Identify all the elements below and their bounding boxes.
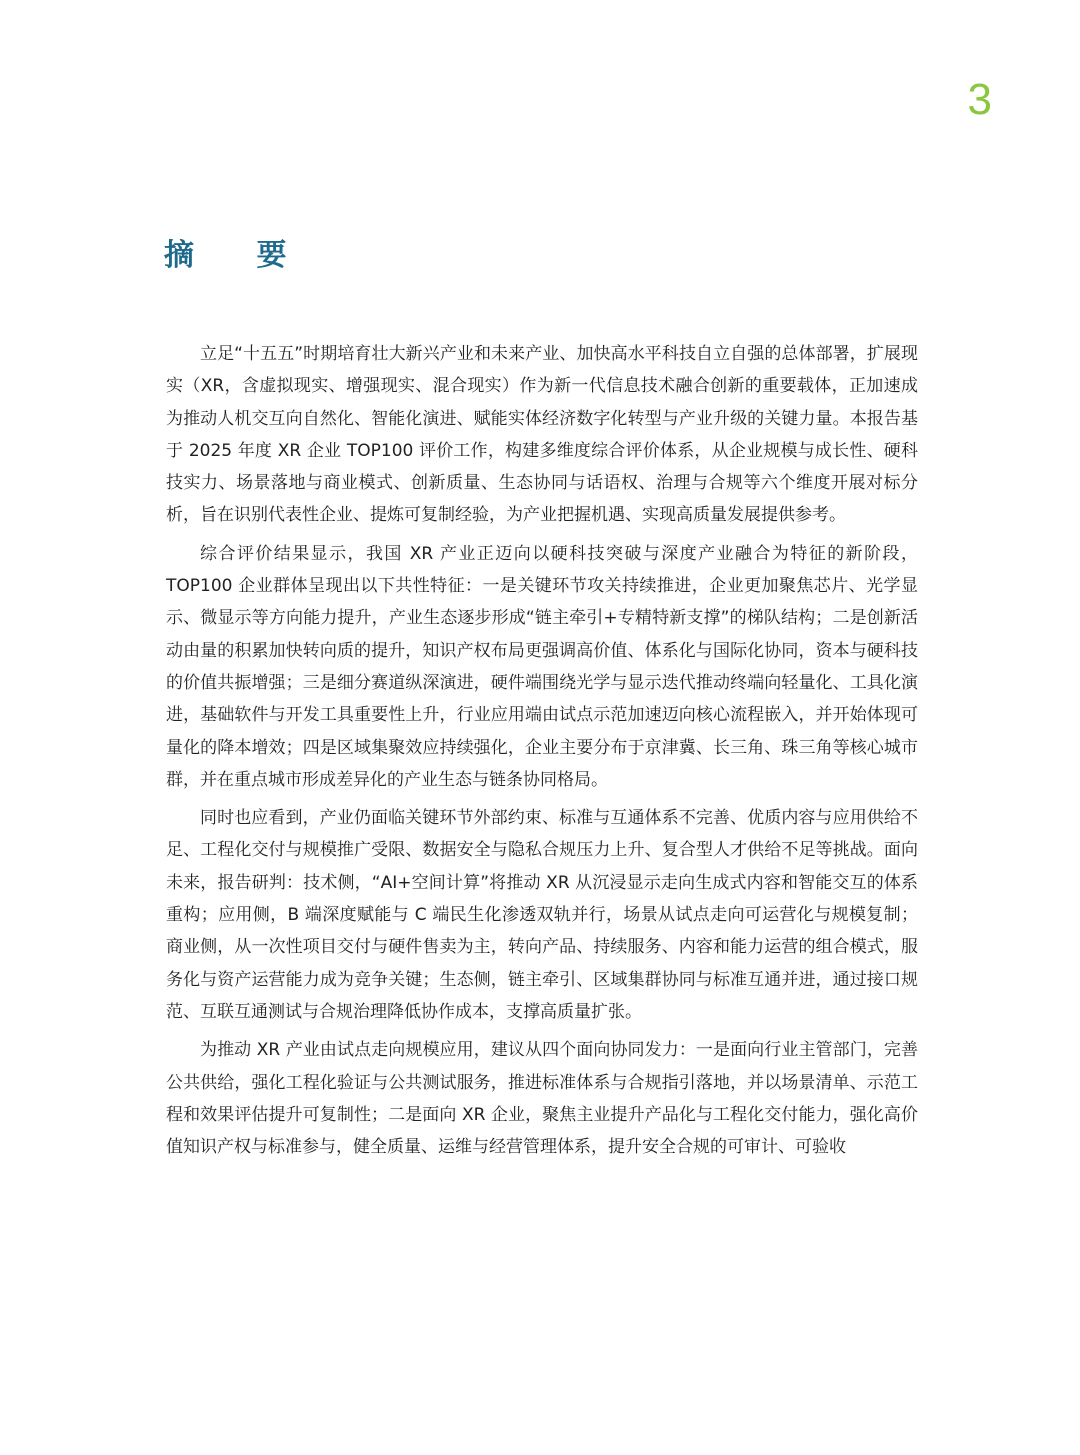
- paragraph-3: 同时也应看到，产业仍面临关键环节外部约束、标准与互通体系不完善、优质内容与应用供给不足、工程化交付与规模推广受限、数据安全与隐私合规压力上升、复合型人才供给不足等挑战。面向未来，报告研判：技术侧，“AI+空间计算”将推动 XR 从沉浸显示走向生成式内容和智能交互的体系重构；应用侧，B 端深度赋能与 C 端民生化渗透双轨并行，场景从试点走向可运营化与规模复制；商业侧，从一次性项目交付与硬件售卖为主，转向产品、持续服务、内容和能力运营的组合模式，服务化与资产运营能力成为竞争关键；生态侧，链主牵引、区域集群协同与标准互通并进，通过接口规范、互联互通测试与合规治理降低协作成本，支撑高质量扩张。: [166, 808, 918, 1022]
- paragraph-2: 综合评价结果显示，我国 XR 产业正迈向以硬科技突破与深度产业融合为特征的新阶段，TOP100 企业群体呈现出以下共性特征：一是关键环节攻关持续推进，企业更加聚焦芯片、光学显示、微显示等方向能力提升，产业生态逐步形成“链主牵引+专精特新支撑”的梯队结构；二是创新活动由量的积累加快转向质的提升，知识产权布局更强调高价值、体系化与国际化协同，资本与硬科技的价值共振增强；三是细分赛道纵深演进，硬件端围绕光学与显示迭代推动终端向轻量化、工具化演进，基础软件与开发工具重要性上升，行业应用端由试点示范加速迈向核心流程嵌入，并开始体现可量化的降本增效；四是区域集聚效应持续强化，企业主要分布于京津冀、长三角、珠三角等核心城市群，并在重点城市形成差异化的产业生态与链条协同格局。: [166, 543, 918, 790]
- page-number: 3: [967, 75, 992, 124]
- paragraph-4: 为推动 XR 产业由试点走向规模应用，建议从四个面向协同发力：一是面向行业主管部门，完善公共供给，强化工程化验证与公共测试服务，推进标准体系与合规指引落地，并以场景清单、示范工程和效果评估提升可复制性；二是面向 XR 企业，聚焦主业提升产品化与工程化交付能力，强化高价值知识产权与标准参与，健全质量、运维与经营管理体系，提升安全合规的可审计、可验收: [166, 1040, 918, 1158]
- paragraph-1: 立足“十五五”时期培育壮大新兴产业和未来产业、加快高水平科技自立自强的总体部署，扩展现实（XR，含虚拟现实、增强现实、混合现实）作为新一代信息技术融合创新的重要载体，正加速成为推动人机交互向自然化、智能化演进、赋能实体经济数字化转型与产业升级的关键力量。本报告基于 2025 年度 XR 企业 TOP100 评价工作，构建多维度综合评价体系，从企业规模与成长性、硬科技实力、场景落地与商业模式、创新质量、生态协同与话语权、治理与合规等六个维度开展对标分析，旨在识别代表性企业、提炼可复制经验，为产业把握机遇、实现高质量发展提供参考。: [166, 344, 918, 526]
- abstract-body: [166, 338, 918, 1169]
- page-title: 摘 要: [164, 238, 313, 273]
